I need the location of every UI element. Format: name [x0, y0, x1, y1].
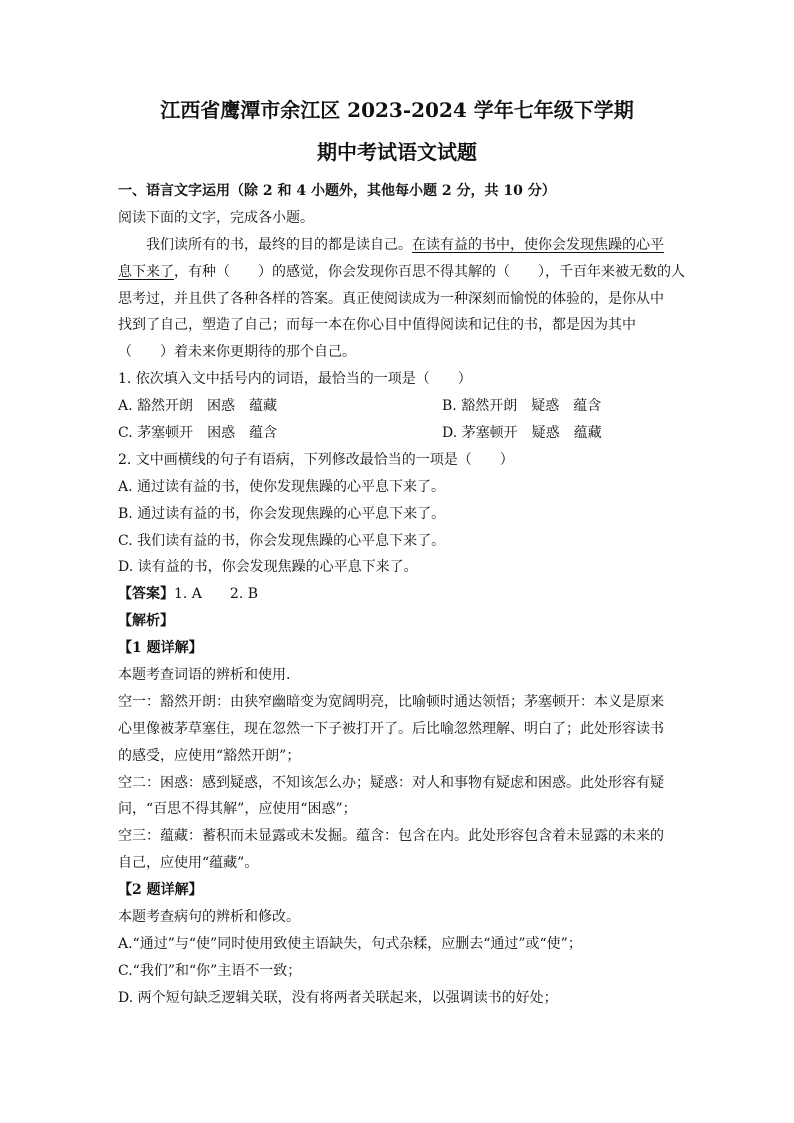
passage-line: （ ）着未来你更期待的那个自己。 — [118, 344, 356, 361]
analysis-label: 【解析】 — [118, 613, 174, 630]
section-instruction: 阅读下面的文字，完成各小题。 — [118, 209, 314, 226]
passage-line: 找到了自己，塑造了自己；而每一本在你心目中值得阅读和记住的书，都是因为其中 — [118, 317, 636, 334]
detail-1-text: 心里像被茅草塞住，现在忽然一下子被打开了。后比喻忽然理解、明白了；此处形容读书 — [118, 720, 664, 737]
answer-1: 1. A — [174, 586, 202, 603]
option-c: C. 茅塞顿开 困惑 蕴含 — [118, 425, 278, 442]
detail-1-text: 空二：困惑：感到疑惑，不知该怎么办；疑惑：对人和事物有疑虑和困惑。此处形容有疑 — [118, 774, 664, 791]
passage-line — [118, 259, 685, 286]
passage-text: 我们读所有的书，最终的目的都是读自己。 — [146, 236, 412, 253]
detail-1-text: 自己，应使用“蕴藏”。 — [118, 855, 259, 872]
option-b: B. 通过读有益的书，你会发现焦躁的心平息下来了。 — [118, 505, 446, 522]
question-1-options-row — [118, 420, 678, 447]
detail-2-intro: 本题考查病句的辨析和修改。 — [118, 909, 300, 926]
passage-text: ，有种（ ）的感觉，你会发现你百思不得其解的（ ），千百年来被无数的人 — [174, 263, 685, 280]
detail-1-text: 的感受，应使用“豁然开朗”； — [118, 747, 301, 764]
question-2-stem: 2. 文中画横线的句子有语病，下列修改最恰当的一项是（ ） — [118, 451, 514, 468]
detail-1-text: 问，“百思不得其解”，应使用“困惑”； — [118, 801, 357, 818]
option-d: D. 读有益的书，你会发现焦躁的心平息下来了。 — [118, 559, 418, 576]
passage-line — [118, 232, 678, 259]
question-1-stem: 1. 依次填入文中括号内的词语，最恰当的一项是（ ） — [118, 371, 472, 388]
underlined-sentence: 息下来了 — [118, 263, 174, 280]
option-d: D. 茅塞顿开 疑惑 蕴藏 — [442, 425, 602, 442]
detail-1-intro: 本题考查词语的辨析和使用. — [118, 667, 291, 684]
underlined-sentence: 在读有益的书中，使你会发现焦躁的心平 — [412, 236, 664, 253]
question-1-options-row — [118, 393, 678, 420]
section-heading: 一、语言文字运用（除 2 和 4 小题外，其他每小题 2 分，共 10 分） — [118, 183, 556, 199]
option-c: C. 我们读有益的书，你会发现焦躁的心平息下来了。 — [118, 532, 446, 549]
option-a: A. 通过读有益的书，使你发现焦躁的心平息下来了。 — [118, 478, 446, 495]
detail-2-text: A.“通过”与“使”同时使用致使主语缺失，句式杂糅，应删去“通过”或“使”； — [118, 935, 582, 952]
option-b: B. 豁然开朗 疑惑 蕴含 — [442, 398, 602, 415]
detail-1-text: 空三：蕴藏：蓄积而未显露或未发掘。蕴含：包含在内。此处形容包含着未显露的未来的 — [118, 828, 664, 845]
detail-2-label: 【2 题详解】 — [118, 882, 203, 899]
document-body — [118, 178, 685, 1012]
detail-2-text: C.“我们”和“你”主语不一致； — [118, 962, 302, 979]
passage-line: 思考过，并且供了各种各样的答案。真正使阅读成为一种深刻而愉悦的体验的，是你从中 — [118, 290, 664, 307]
detail-1-label: 【1 题详解】 — [118, 640, 203, 657]
answer-line — [118, 581, 678, 608]
option-a: A. 豁然开朗 困惑 蕴藏 — [118, 398, 278, 415]
page-title: 江西省鹰潭市余江区 2023-2024 学年七年级下学期 — [160, 98, 634, 122]
detail-2-text: D. 两个短句缺乏逻辑关联，没有将两者关联起来，以强调读书的好处； — [118, 989, 558, 1006]
answer-2: 2. B — [229, 586, 259, 603]
answer-label: 【答案】 — [118, 586, 174, 603]
detail-1-text: 空一：豁然开朗：由狭窄幽暗变为宽阔明亮，比喻顿时通达领悟；茅塞顿开：本义是原来 — [118, 693, 664, 710]
page-subtitle: 期中考试语文试题 — [317, 140, 477, 164]
